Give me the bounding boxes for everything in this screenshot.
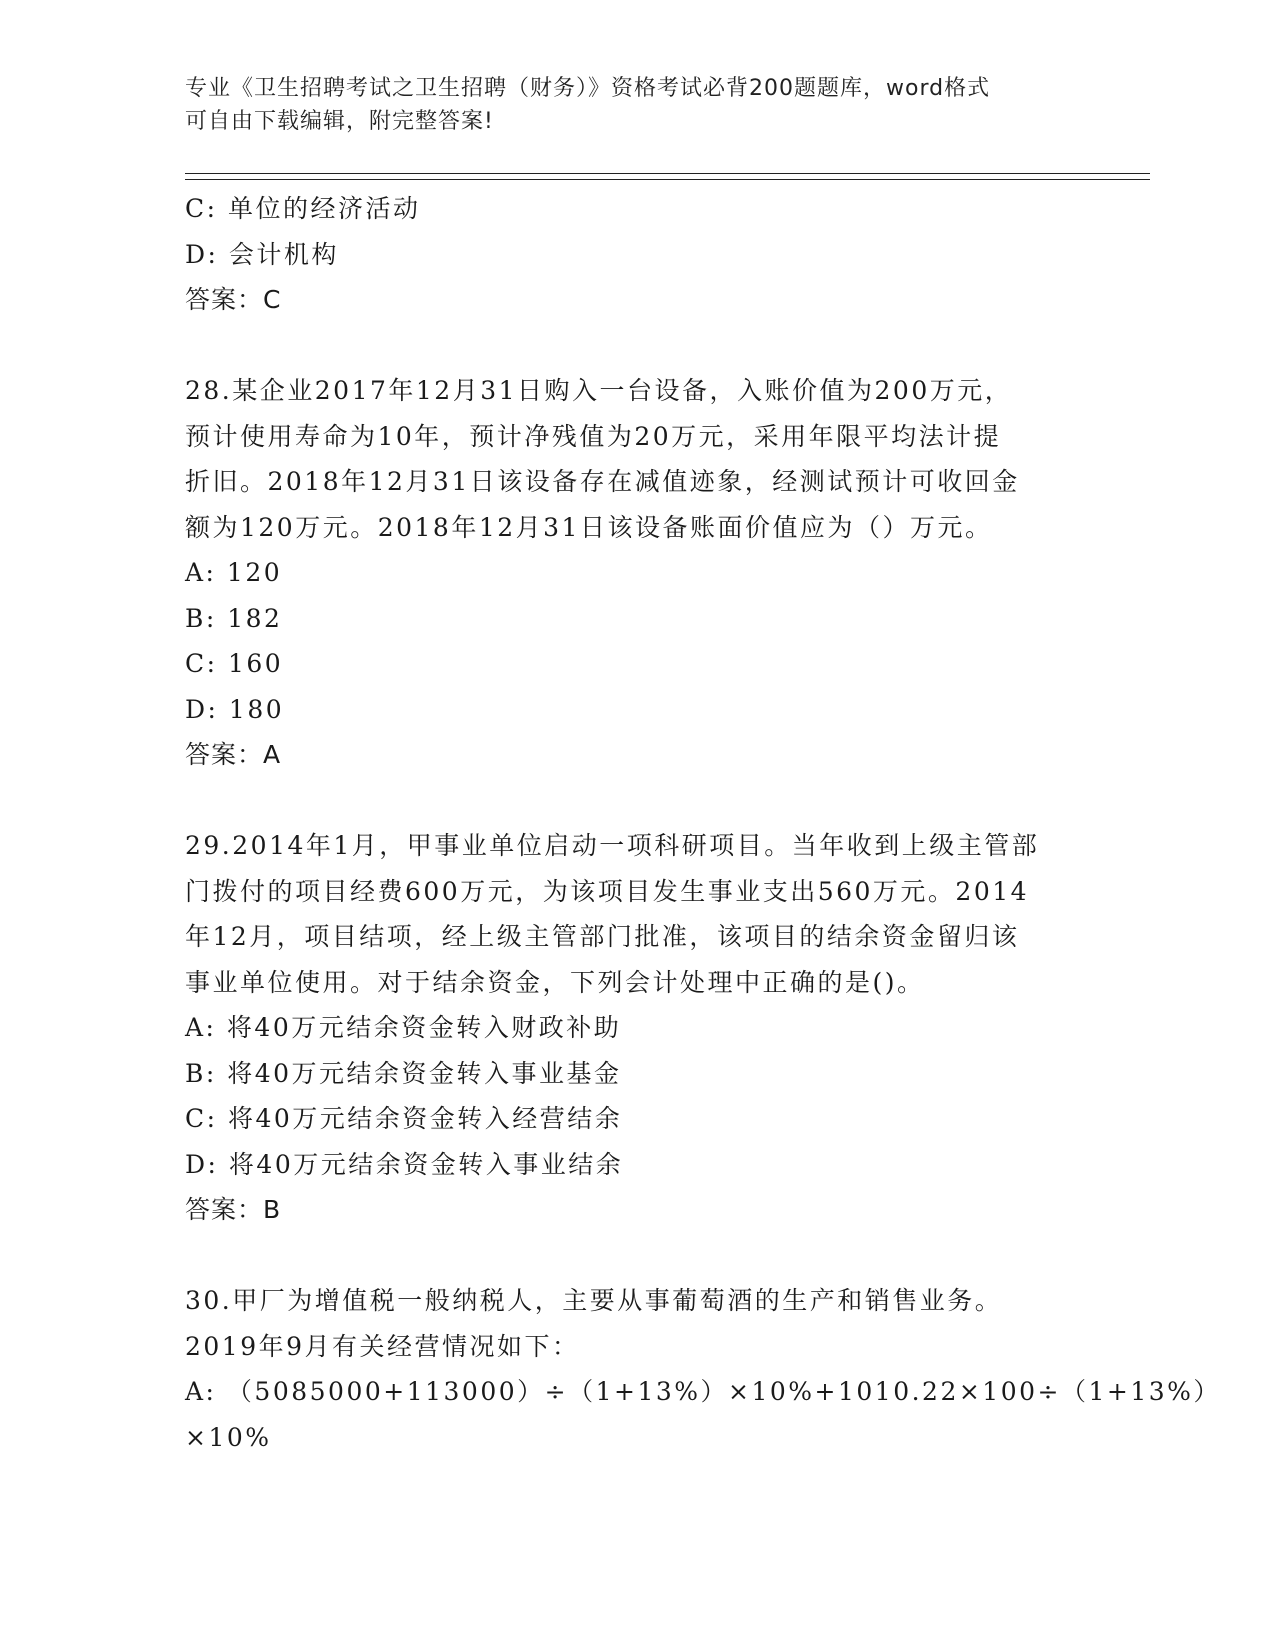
option-d: D: 会计机构 [185,239,339,269]
header-title-line-2: 可自由下载编辑，附完整答案! [185,109,494,134]
question-28 [185,368,1105,778]
question-stem-line: 2019年9月有关经营情况如下： [185,1331,580,1361]
option-d: D: 将40万元结余资金转入事业结余 [185,1149,624,1179]
previous-question-tail [185,186,1105,323]
header-divider-bottom [185,179,1150,180]
question-29 [185,823,1105,1233]
option-a: A: （5085000+113000）÷（1+13%）×10%+1010.22×100÷（1+13%） [185,1377,1221,1406]
question-stem-line: 29.2014年1月，甲事业单位启动一项科研项目。当年收到上级主管部 [185,831,1040,860]
option-d: D: 180 [185,694,285,724]
option-c: C: 单位的经济活动 [185,194,421,223]
spacer [185,323,1105,369]
spacer [185,778,1105,824]
document-body [185,186,1221,1460]
answer: 答案：B [185,1195,282,1224]
spacer [185,1233,1105,1279]
answer: 答案：A [185,740,282,769]
option-a-continuation: ×10% [185,1422,272,1452]
header-divider-top [185,173,1150,174]
question-stem-line: 事业单位使用。对于结余资金，下列会计处理中正确的是()。 [185,967,925,997]
option-b: B: 将40万元结余资金转入事业基金 [185,1058,622,1088]
question-stem-line: 额为120万元。2018年12月31日该设备账面价值应为（）万元。 [185,512,993,542]
question-stem-line: 门拨付的项目经费600万元，为该项目发生事业支出560万元。2014 [185,876,1030,906]
question-stem-line: 预计使用寿命为10年，预计净残值为20万元，采用年限平均法计提 [185,421,1002,451]
option-a: A: 120 [185,558,283,587]
header-title-line-1: 专业《卫生招聘考试之卫生招聘（财务）》资格考试必背200题题库，word格式 [185,76,991,101]
option-a: A: 将40万元结余资金转入财政补助 [185,1013,622,1042]
question-stem-line: 30.甲厂为增值税一般纳税人，主要从事葡萄酒的生产和销售业务。 [185,1286,1003,1315]
document-header [185,72,1085,138]
question-stem-line: 28.某企业2017年12月31日购入一台设备，入账价值为200万元， [185,376,1013,405]
option-b: B: 182 [185,603,283,633]
question-stem-line: 年12月，项目结项，经上级主管部门批准，该项目的结余资金留归该 [185,922,1020,951]
question-stem-line: 折旧。2018年12月31日该设备存在减值迹象，经测试预计可收回金 [185,467,1020,496]
question-30 [185,1278,1221,1460]
answer: 答案：C [185,285,282,314]
option-c: C: 160 [185,649,284,678]
option-c: C: 将40万元结余资金转入经营结余 [185,1104,623,1133]
